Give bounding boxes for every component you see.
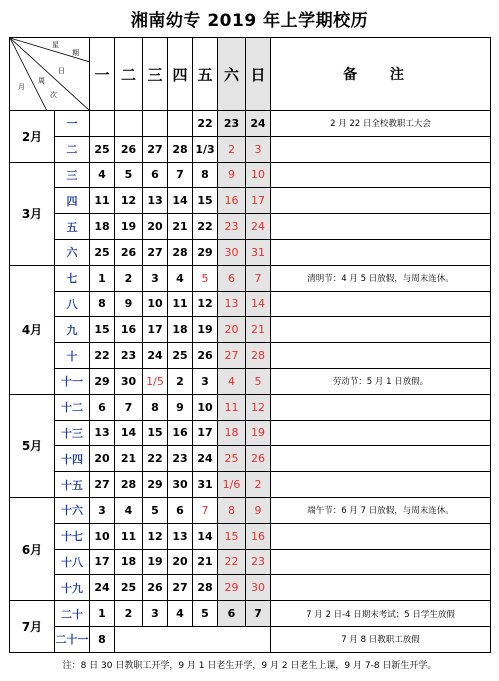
day-cell: 7 <box>246 265 271 291</box>
week-row <box>10 291 491 317</box>
day-cell: 18 <box>168 317 193 343</box>
day-cell: 24 <box>90 575 115 601</box>
week-number-cell: 十二 <box>55 394 90 420</box>
day-cell: 2 <box>115 601 143 627</box>
week-row <box>10 497 491 523</box>
day-cell: 10 <box>143 291 168 317</box>
day-cell: 11 <box>218 394 246 420</box>
day-cell: 13 <box>218 291 246 317</box>
corner-label: 星 <box>52 41 59 49</box>
day-cell: 14 <box>168 188 193 214</box>
day-cell: 6 <box>90 394 115 420</box>
day-cell: 29 <box>90 368 115 394</box>
day-cell: 19 <box>193 317 218 343</box>
day-cell: 1/5 <box>143 368 168 394</box>
day-cell: 24 <box>246 111 271 137</box>
day-cell: 22 <box>193 111 218 137</box>
week-row <box>10 368 491 394</box>
day-cell: 26 <box>143 575 168 601</box>
day-cell: 21 <box>168 214 193 240</box>
week-row <box>10 626 491 652</box>
corner-label: 次 <box>50 91 57 99</box>
remark-cell <box>271 239 491 265</box>
day-cell: 7 <box>193 497 218 523</box>
week-row <box>10 239 491 265</box>
day-cell: 25 <box>90 136 115 162</box>
remark-cell <box>271 549 491 575</box>
weekday-header: 六 <box>218 38 246 111</box>
day-cell: 25 <box>115 575 143 601</box>
week-row <box>10 601 491 627</box>
remark-cell <box>271 472 491 498</box>
day-cell: 3 <box>90 497 115 523</box>
day-cell: 2 <box>218 136 246 162</box>
day-cell: 22 <box>218 549 246 575</box>
day-cell: 21 <box>246 317 271 343</box>
day-cell: 10 <box>246 162 271 188</box>
day-cell: 18 <box>218 420 246 446</box>
day-cell: 27 <box>168 575 193 601</box>
day-cell: 5 <box>115 162 143 188</box>
day-cell: 4 <box>90 162 115 188</box>
day-cell: 16 <box>218 188 246 214</box>
week-number-cell: 十三 <box>55 420 90 446</box>
day-cell: 28 <box>115 472 143 498</box>
day-cell: 7 <box>246 601 271 627</box>
corner-label: 月 <box>18 83 25 91</box>
day-cell: 2 <box>246 472 271 498</box>
day-cell: 28 <box>168 136 193 162</box>
day-cell: 3 <box>143 601 168 627</box>
day-cell: 1 <box>90 601 115 627</box>
week-number-cell: 十四 <box>55 446 90 472</box>
week-number-cell: 三 <box>55 162 90 188</box>
week-row <box>10 343 491 369</box>
day-cell: 8 <box>143 394 168 420</box>
week-number-cell: 八 <box>55 291 90 317</box>
header-row <box>10 38 491 111</box>
day-cell <box>168 111 193 137</box>
day-cell: 7 <box>168 162 193 188</box>
day-cell: 5 <box>193 265 218 291</box>
weekday-header: 四 <box>168 38 193 111</box>
day-cell: 13 <box>90 420 115 446</box>
corner-label: 期 <box>72 49 79 57</box>
day-cell: 23 <box>218 214 246 240</box>
day-cell: 27 <box>143 136 168 162</box>
week-number-cell: 十一 <box>55 368 90 394</box>
day-cell: 9 <box>168 394 193 420</box>
week-row <box>10 394 491 420</box>
week-row <box>10 575 491 601</box>
day-cell: 16 <box>115 317 143 343</box>
day-cell: 18 <box>90 214 115 240</box>
day-cell: 28 <box>246 343 271 369</box>
day-cell: 8 <box>90 626 115 652</box>
day-cell: 6 <box>168 497 193 523</box>
day-cell: 16 <box>246 523 271 549</box>
remark-cell <box>271 446 491 472</box>
remark-cell: 2 月 22 日全校教职工大会 <box>271 111 491 137</box>
day-cell: 22 <box>193 214 218 240</box>
day-cell: 30 <box>168 472 193 498</box>
day-cell: 1/6 <box>218 472 246 498</box>
day-cell: 6 <box>218 601 246 627</box>
day-cell: 31 <box>193 472 218 498</box>
day-cell: 2 <box>168 368 193 394</box>
day-cell: 16 <box>168 420 193 446</box>
day-cell: 4 <box>168 265 193 291</box>
remark-cell <box>271 162 491 188</box>
week-number-cell: 十七 <box>55 523 90 549</box>
day-cell: 12 <box>143 523 168 549</box>
day-cell: 24 <box>143 343 168 369</box>
month-cell: 3月 <box>10 162 55 265</box>
day-cell: 10 <box>193 394 218 420</box>
remark-cell: 7 月 2 日-4 日期末考试；5 日学生放假 <box>271 601 491 627</box>
day-cell: 17 <box>143 317 168 343</box>
day-cell: 27 <box>143 239 168 265</box>
remark-cell <box>271 343 491 369</box>
day-cell: 23 <box>168 446 193 472</box>
day-cell: 20 <box>218 317 246 343</box>
day-cell: 22 <box>143 446 168 472</box>
day-cell: 26 <box>246 446 271 472</box>
week-number-cell: 七 <box>55 265 90 291</box>
week-row <box>10 523 491 549</box>
day-cell: 11 <box>168 291 193 317</box>
day-cell: 10 <box>90 523 115 549</box>
day-cell: 30 <box>246 575 271 601</box>
day-cell <box>115 111 143 137</box>
week-row <box>10 317 491 343</box>
empty-day-span <box>115 626 271 652</box>
day-cell: 15 <box>90 317 115 343</box>
day-cell: 20 <box>143 214 168 240</box>
remark-cell <box>271 420 491 446</box>
week-number-cell: 十九 <box>55 575 90 601</box>
week-row <box>10 188 491 214</box>
day-cell <box>90 111 115 137</box>
day-cell: 2 <box>115 265 143 291</box>
weekday-header: 五 <box>193 38 218 111</box>
remark-cell <box>271 188 491 214</box>
day-cell: 5 <box>143 497 168 523</box>
week-number-cell: 二 <box>55 136 90 162</box>
remark-cell: 端午节：6 月 7 日放假，与周末连休。 <box>271 497 491 523</box>
day-cell: 17 <box>90 549 115 575</box>
day-cell: 15 <box>218 523 246 549</box>
day-cell: 19 <box>246 420 271 446</box>
day-cell: 25 <box>168 343 193 369</box>
day-cell: 26 <box>193 343 218 369</box>
day-cell: 21 <box>115 446 143 472</box>
day-cell: 3 <box>143 265 168 291</box>
day-cell: 5 <box>193 601 218 627</box>
school-calendar-table <box>9 37 491 653</box>
day-cell: 8 <box>193 162 218 188</box>
week-row <box>10 214 491 240</box>
day-cell: 30 <box>218 239 246 265</box>
remark-cell <box>271 523 491 549</box>
day-cell: 11 <box>115 523 143 549</box>
week-number-cell: 五 <box>55 214 90 240</box>
day-cell: 11 <box>90 188 115 214</box>
day-cell <box>143 111 168 137</box>
month-cell: 6月 <box>10 497 55 600</box>
week-number-cell: 二十一 <box>55 626 90 652</box>
day-cell: 23 <box>115 343 143 369</box>
week-number-cell: 十 <box>55 343 90 369</box>
day-cell: 18 <box>115 549 143 575</box>
remark-cell <box>271 575 491 601</box>
remark-cell: 7 月 8 日教职工放假 <box>271 626 491 652</box>
month-cell: 7月 <box>10 601 55 653</box>
remark-cell <box>271 394 491 420</box>
remark-cell <box>271 214 491 240</box>
day-cell: 29 <box>193 239 218 265</box>
week-row <box>10 420 491 446</box>
day-cell: 24 <box>193 446 218 472</box>
week-number-cell: 十六 <box>55 497 90 523</box>
remark-header: 备 注 <box>271 38 491 111</box>
day-cell: 13 <box>143 188 168 214</box>
day-cell: 27 <box>218 343 246 369</box>
day-cell: 4 <box>168 601 193 627</box>
footer-note: 注：8 日 30 日教职工开学，9 月 1 日老生开学，9 月 2 日老生上课，9 月 7-8 日新生开学。 <box>62 661 437 671</box>
day-cell: 4 <box>218 368 246 394</box>
weekday-header: 二 <box>115 38 143 111</box>
day-cell: 7 <box>115 394 143 420</box>
weekday-header: 日 <box>246 38 271 111</box>
day-cell: 12 <box>115 188 143 214</box>
day-cell: 30 <box>115 368 143 394</box>
day-cell: 8 <box>218 497 246 523</box>
remark-cell <box>271 136 491 162</box>
corner-header-cell <box>10 38 90 111</box>
week-number-cell: 九 <box>55 317 90 343</box>
day-cell: 28 <box>168 239 193 265</box>
week-row <box>10 136 491 162</box>
day-cell: 25 <box>218 446 246 472</box>
week-number-cell: 十八 <box>55 549 90 575</box>
week-row <box>10 265 491 291</box>
remark-cell: 清明节：4 月 5 日放假，与周末连休。 <box>271 265 491 291</box>
day-cell: 9 <box>115 291 143 317</box>
day-cell: 12 <box>246 394 271 420</box>
week-number-cell: 六 <box>55 239 90 265</box>
day-cell: 14 <box>115 420 143 446</box>
remark-cell <box>271 317 491 343</box>
day-cell: 5 <box>246 368 271 394</box>
day-cell: 9 <box>246 497 271 523</box>
week-number-cell: 四 <box>55 188 90 214</box>
day-cell: 12 <box>193 291 218 317</box>
day-cell: 23 <box>218 111 246 137</box>
day-cell: 13 <box>168 523 193 549</box>
day-cell: 19 <box>115 214 143 240</box>
week-number-cell: 十五 <box>55 472 90 498</box>
day-cell: 25 <box>90 239 115 265</box>
day-cell: 28 <box>193 575 218 601</box>
remark-cell: 劳动节：5 月 1 日放假。 <box>271 368 491 394</box>
month-cell: 2月 <box>10 111 55 163</box>
day-cell: 29 <box>218 575 246 601</box>
day-cell: 31 <box>246 239 271 265</box>
day-cell: 21 <box>193 549 218 575</box>
day-cell: 1/3 <box>193 136 218 162</box>
weekday-header: 一 <box>90 38 115 111</box>
day-cell: 14 <box>193 523 218 549</box>
day-cell: 29 <box>143 472 168 498</box>
day-cell: 6 <box>143 162 168 188</box>
day-cell: 8 <box>90 291 115 317</box>
week-row <box>10 472 491 498</box>
day-cell: 17 <box>193 420 218 446</box>
day-cell: 15 <box>143 420 168 446</box>
day-cell: 27 <box>90 472 115 498</box>
day-cell: 26 <box>115 136 143 162</box>
day-cell: 24 <box>246 214 271 240</box>
day-cell: 26 <box>115 239 143 265</box>
day-cell: 20 <box>168 549 193 575</box>
day-cell: 14 <box>246 291 271 317</box>
day-cell: 23 <box>246 549 271 575</box>
day-cell: 3 <box>193 368 218 394</box>
day-cell: 15 <box>193 188 218 214</box>
week-number-cell: 二十 <box>55 601 90 627</box>
day-cell: 19 <box>143 549 168 575</box>
day-cell: 1 <box>90 265 115 291</box>
day-cell: 4 <box>115 497 143 523</box>
corner-label: 日 <box>58 67 65 75</box>
day-cell: 22 <box>90 343 115 369</box>
week-row <box>10 111 491 137</box>
remark-cell <box>271 291 491 317</box>
day-cell: 3 <box>246 136 271 162</box>
day-cell: 9 <box>218 162 246 188</box>
weekday-header: 三 <box>143 38 168 111</box>
week-row <box>10 162 491 188</box>
week-number-cell: 一 <box>55 111 90 137</box>
month-cell: 5月 <box>10 394 55 497</box>
week-row <box>10 549 491 575</box>
week-row <box>10 446 491 472</box>
day-cell: 20 <box>90 446 115 472</box>
day-cell: 6 <box>218 265 246 291</box>
corner-label: 周 <box>38 77 45 85</box>
page-title: 湘南幼专 2019 年上学期校历 <box>130 11 369 31</box>
day-cell: 17 <box>246 188 271 214</box>
month-cell: 4月 <box>10 265 55 394</box>
